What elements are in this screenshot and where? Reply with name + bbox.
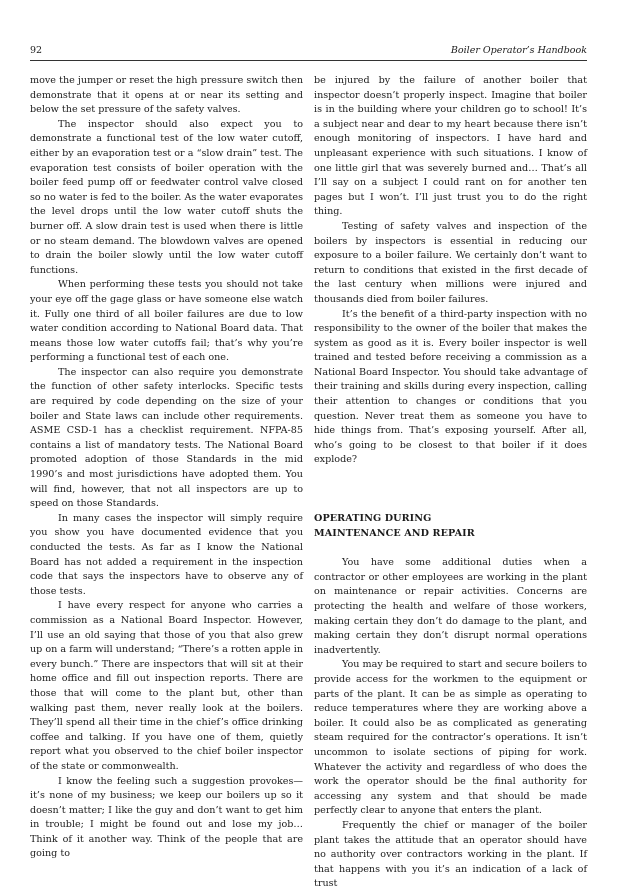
- paragraph: be injured by the failure of another boiler that inspector doesn’t properly inspect. Imagine that boiler is in the building where your children go to school! It’s a subject near and dear to my heart because there isn’t enough monitoring of inspectors. I have hard and unpleasant experience with such situations. I know of one little girl that was severely burned and… That’s all I’ll say on a subject I could rant on for another ten pages but I won’t. I’ll just trust you to do the right thing.: [314, 75, 587, 218]
- header-rule: [30, 60, 587, 61]
- paragraph: move the jumper or reset the high pressure switch then demonstrate that it opens at or near its setting and below the set pressure of the safety valves.: [30, 75, 303, 116]
- paragraph: When performing these tests you should not take your eye off the gage glass or have someone else watch it. Fully one third of all boiler failures are due to low water condition according to National Board data. That means those low water cutoffs fail; that’s why you’re performing a functional test of each one.: [30, 279, 303, 364]
- section-heading-line-1: OPERATING DURING: [314, 513, 432, 525]
- paragraph: In many cases the inspector will simply require you show you have documented evidence that you conducted the tests. As far as I know the National Board has not added a requirement in the inspection code that says the inspectors have to observe any of those tests.: [30, 512, 303, 597]
- paragraph: You have some additional duties when a contractor or other employees are working in the plant on maintenance or repair activities. Concerns are protecting the health and welfare of those workers, making certain they don’t do damage to the plant, and making certain they don’t disrupt normal operations inadvertently.: [314, 557, 587, 656]
- paragraph: I have every respect for anyone who carries a commission as a National Board Inspector. However, I’ll use an old saying that those of you that also grew up on a farm will understand; “There’s a rotten apple in every bunch.” There are inspectors that will sit at their home office and fill out inspection reports. There are those that will come to the plant but, other than walking past them, never really look at the boilers. They’ll spend all their time in the chief’s office drinking coffee and talking. If you have one of them, quietly report what you observed to the chief boiler inspector of the state or commonwealth.: [30, 600, 303, 772]
- running-header: [30, 45, 587, 59]
- paragraph: Frequently the chief or manager of the boiler plant takes the attitude that an operator should have no authority over contractors working in the plant. If that happens with you it’s an indication of a lack of trust: [314, 819, 587, 890]
- page-number: 92: [30, 45, 43, 56]
- section-heading-line-2: MAINTENANCE AND REPAIR: [314, 527, 475, 539]
- spacer: [314, 541, 587, 556]
- paragraph: I know the feeling such a suggestion provokes—it’s none of my business; we keep our boilers up so it doesn’t matter; I like the guy and don’t want to get him in trouble; I might be found out and lose my job… Think of it another way. Think of the people that are going to: [30, 775, 303, 860]
- right-column: [314, 74, 587, 892]
- left-column: [30, 74, 303, 862]
- spacer: [314, 468, 587, 512]
- paragraph: The inspector can also require you demonstrate the function of other safety interlocks. Specific tests are required by code depending on the size of your boiler and State laws can include other requirements. ASME CSD-1 has a checklist requirement. NFPA-85 contains a list of mandatory tests. The National Board promoted adoption of those Standards in the mid 1990’s and most jurisdictions have adopted them. You will find, however, that not all inspectors are up to speed on those Standards.: [30, 366, 303, 510]
- section-heading: [314, 512, 587, 541]
- paragraph: Testing of safety valves and inspection of the boilers by inspectors is essential in reducing our exposure to a boiler failure. We certainly don’t want to return to conditions that existed in the first decade of the last century when millions were injured and thousands died from boiler failures.: [314, 220, 587, 305]
- paragraph: You may be required to start and secure boilers to provide access for the workmen to the equipment or parts of the plant. It can be as simple as operating to reduce temperatures where they are working above a boiler. It could also be as complicated as generating steam required for the contractor’s operations. It isn’t uncommon to isolate sections of piping for work. Whatever the activity and regardless of who does the work the operator should be the final authority for accessing any system and that should be made perfectly clear to anyone that enters the plant.: [314, 659, 587, 817]
- paragraph: It’s the benefit of a third-party inspection with no responsibility to the owner of the boiler that makes the system as good as it is. Every boiler inspector is well trained and tested before receiving a commission as a National Board Inspector. You should take advantage of their training and skills during every inspection, calling their attention to changes or conditions that you question. Never treat them as someone you have to hide things from. That’s exposing yourself. After all, who’s going to be closest to that boiler if it does explode?: [314, 308, 587, 466]
- paragraph: The inspector should also expect you to demonstrate a functional test of the low water cutoff, either by an evaporation test or a “slow drain” test. The evaporation test consists of boiler operation with the boiler feed pump off or feedwater control valve closed so no water is fed to the boiler. As the water evaporates the level drops until the low water cutoff shuts the burner off. A slow drain test is used when there is little or no steam demand. The blowdown valves are opened to drain the boiler slowly until the low water cutoff functions.: [30, 118, 303, 276]
- running-title: Boiler Operator’s Handbook: [450, 45, 587, 56]
